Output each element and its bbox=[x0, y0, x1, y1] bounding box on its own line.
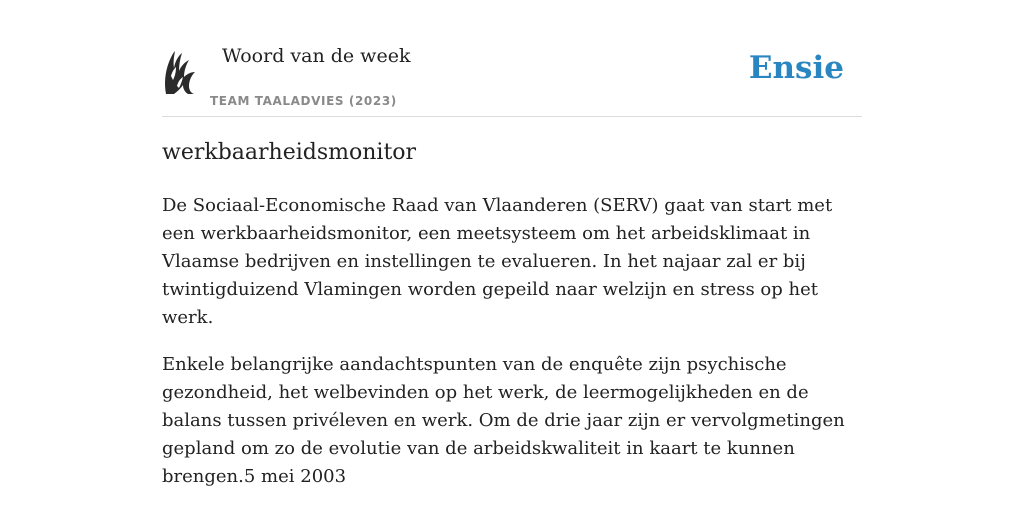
header-subtitle: TEAM TAALADVIES (2023) bbox=[210, 94, 397, 108]
header-title: Woord van de week bbox=[222, 45, 411, 67]
term-heading: werkbaarheidsmonitor bbox=[162, 140, 417, 165]
paragraph-1: De Sociaal-Economische Raad van Vlaanderen (SERV) gaat van start met een werkbaarheidsmonitor, een meetsysteem om het arbeidsklimaat in Vlaamse bedrijven en instellingen te evalueren. In het najaar zal er bij twintigduizend Vlamingen worden gepeild naar welzijn en stress op het werk. bbox=[162, 195, 833, 328]
header bbox=[162, 0, 862, 117]
flemish-lion-logo-icon bbox=[162, 48, 198, 96]
article-date: 5 mei 2003 bbox=[243, 466, 347, 487]
paragraph-2 bbox=[162, 351, 862, 491]
brand-logo[interactable]: Ensie bbox=[748, 50, 844, 86]
article-body bbox=[162, 192, 862, 510]
article-page bbox=[162, 0, 862, 487]
paragraph-2-text: Enkele belangrijke aandachtspunten van de enquête zijn psychische gezondheid, het welbevinden op het werk, de leermogelijkheden en de balans tussen privéleven en werk. Om de drie jaar zijn er vervolgmetingen gepland om zo de evolutie van de arbeidskwaliteit in kaart te kunnen brengen. bbox=[162, 354, 845, 487]
